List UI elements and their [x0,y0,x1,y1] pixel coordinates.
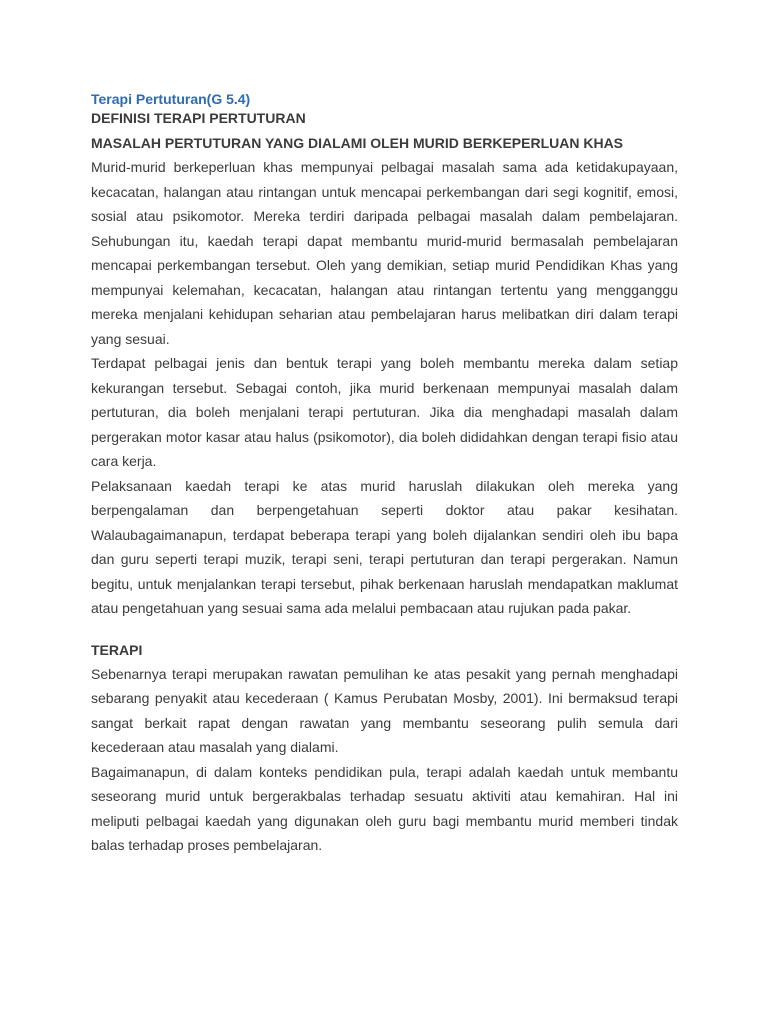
section-heading: TERAPI [91,641,143,658]
document-subtitle: DEFINISI TERAPI PERTUTURAN [91,110,306,126]
paragraph: Murid-murid berkeperluan khas mempunyai pelbagai masalah sama ada ketidakupayaan, kecacatan, halangan atau rintangan untuk mencapai perkembangan dari segi kognitif, emosi, sosial atau psikomotor. Mereka terdiri daripada pelbagai masalah dalam pembelajaran. Sehubungan itu, kaedah terapi dapat membantu murid-murid bermasalah pembelajaran mencapai perkembangan tersebut. Oleh yang demikian, setiap murid Pendidikan Khas yang mempunyai kelemahan, kecacatan, halangan atau rintangan tertentu yang mengganggu mereka menjalani kehidupan seharian atau pembelajaran harus melibatkan diri dalam terapi yang sesuai. [91,159,678,347]
section-masalah-pertuturan [91,134,678,621]
paragraph: Bagaimanapun, di dalam konteks pendidikan pula, terapi adalah kaedah untuk membantu seseorang murid untuk bergerakbalas terhadap sesuatu aktiviti atau kemahiran. Hal ini meliputi pelbagai kaedah yang digunakan oleh guru bagi membantu murid memberi tindak balas terhadap proses pembelajaran. [91,763,678,853]
paragraph: Terdapat pelbagai jenis dan bentuk terapi yang boleh membantu mereka dalam setiap kekurangan tersebut. Sebagai contoh, jika murid berkenaan mempunyai masalah dalam pertuturan, dia boleh menjalani terapi pertuturan. Jika dia menghadapi masalah dalam pergerakan motor kasar atau halus (psikomotor), dia boleh dididahkan dengan terapi fisio atau cara kerja. [91,355,678,469]
paragraph: Sebenarnya terapi merupakan rawatan pemulihan ke atas pesakit yang pernah menghadapi sebarang penyakit atau kecederaan ( Kamus Perubatan Mosby, 2001). Ini bermaksud terapi sangat berkait rapat dengan rawatan yang membantu seseorang pulih semula dari kecederaan atau masalah yang dialami. [91,665,678,755]
document-page [91,88,678,858]
paragraph: Pelaksanaan kaedah terapi ke atas murid haruslah dilakukan oleh mereka yang berpengalaman dan berpengetahuan seperti doktor atau pakar kesihatan. Walaubagaimanapun, terdapat beberapa terapi yang boleh dijalankan sendiri oleh ibu bapa dan guru seperti terapi muzik, terapi seni, terapi pertuturan dan terapi pergerakan. Namun begitu, untuk menjalankan terapi tersebut, pihak berkenaan haruslah mendapatkan maklumat atau pengetahuan yang sesuai sama ada melalui pembacaan atau rujukan pada pakar. [91,477,678,616]
document-title: Terapi Pertuturan(G 5.4) [91,91,251,107]
section-spacer [91,621,678,641]
section-terapi [91,641,678,858]
section-heading: MASALAH PERTUTURAN YANG DIALAMI OLEH MURID BERKEPERLUAN KHAS [91,135,624,151]
